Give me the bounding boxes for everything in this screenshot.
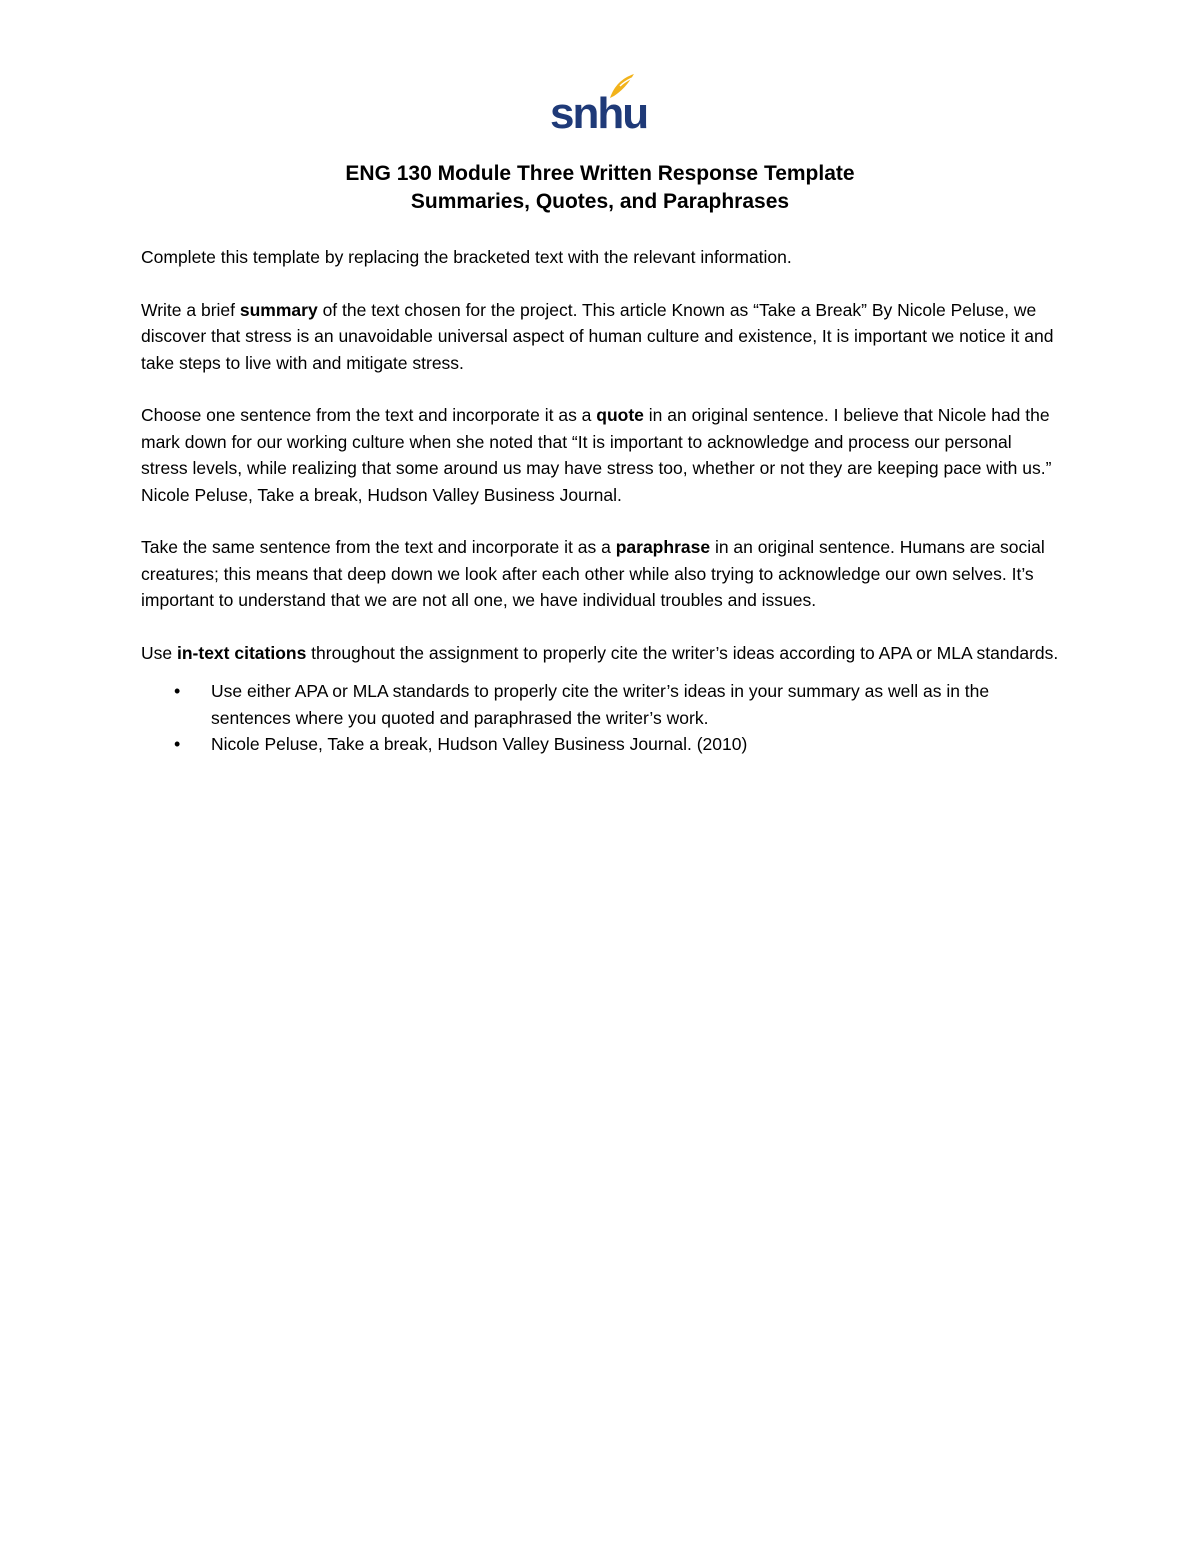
citations-keyword: in-text citations [176, 642, 307, 663]
bullet-icon: • [174, 681, 181, 701]
list-item [141, 678, 1061, 731]
document-title [0, 160, 1200, 216]
title-line-1: ENG 130 Module Three Written Response Template [345, 162, 855, 185]
paraphrase-keyword: paraphrase [615, 537, 711, 557]
logo-text: snhu [550, 89, 648, 138]
quote-paragraph [141, 402, 1061, 508]
instructions-paragraph: Complete this template by replacing the bracketed text with the relevant information. [141, 247, 792, 267]
snhu-logo [550, 72, 650, 136]
paraphrase-prefix: Take the same sentence from the text and incorporate it as a [141, 537, 616, 557]
bullet-icon: • [174, 734, 181, 754]
citations-body: throughout the assignment to properly cite the writer’s ideas according to APA or MLA standards. [306, 642, 1059, 663]
paraphrase-paragraph [141, 534, 1061, 614]
list-item-text: Use either APA or MLA standards to properly cite the writer’s ideas in your summary as well as in the sentences where you quoted and paraphrased the writer’s work. [211, 681, 990, 728]
citations-prefix: Use [141, 642, 177, 663]
quote-body: in an original sentence. I believe that Nicole had the mark down for our working culture when she noted that “It is important to acknowledge and process our personal stress levels, while realizing that some around us may have stress too, whether or not they are keeping pace with us.” Nicole Peluse, Take a break, Hudson Valley Business Journal. [141, 405, 1052, 505]
list-item-text: Nicole Peluse, Take a break, Hudson Valley Business Journal. (2010) [211, 734, 748, 754]
summary-paragraph [141, 297, 1061, 377]
title-line-2: Summaries, Quotes, and Paraphrases [410, 190, 790, 213]
bullet-list [141, 678, 1061, 758]
document-body [141, 244, 1061, 758]
quote-prefix: Choose one sentence from the text and incorporate it as a [141, 405, 597, 425]
list-item [141, 731, 1061, 758]
summary-prefix: Write a brief [141, 299, 240, 320]
paraphrase-body: in an original sentence. Humans are social creatures; this means that deep down we look after each other while also trying to acknowledge our own selves. It’s important to understand that we are not all one, we have individual troubles and issues. [141, 537, 1045, 610]
summary-keyword: summary [239, 299, 318, 320]
quote-keyword: quote [596, 405, 644, 425]
summary-body: of the text chosen for the project. This article Known as “Take a Break” By Nicole Peluse, we discover that stress is an unavoidable universal aspect of human culture and existence, It is important we notice it and take steps to live with and mitigate stress. [141, 299, 1054, 373]
citations-paragraph [141, 640, 1061, 667]
